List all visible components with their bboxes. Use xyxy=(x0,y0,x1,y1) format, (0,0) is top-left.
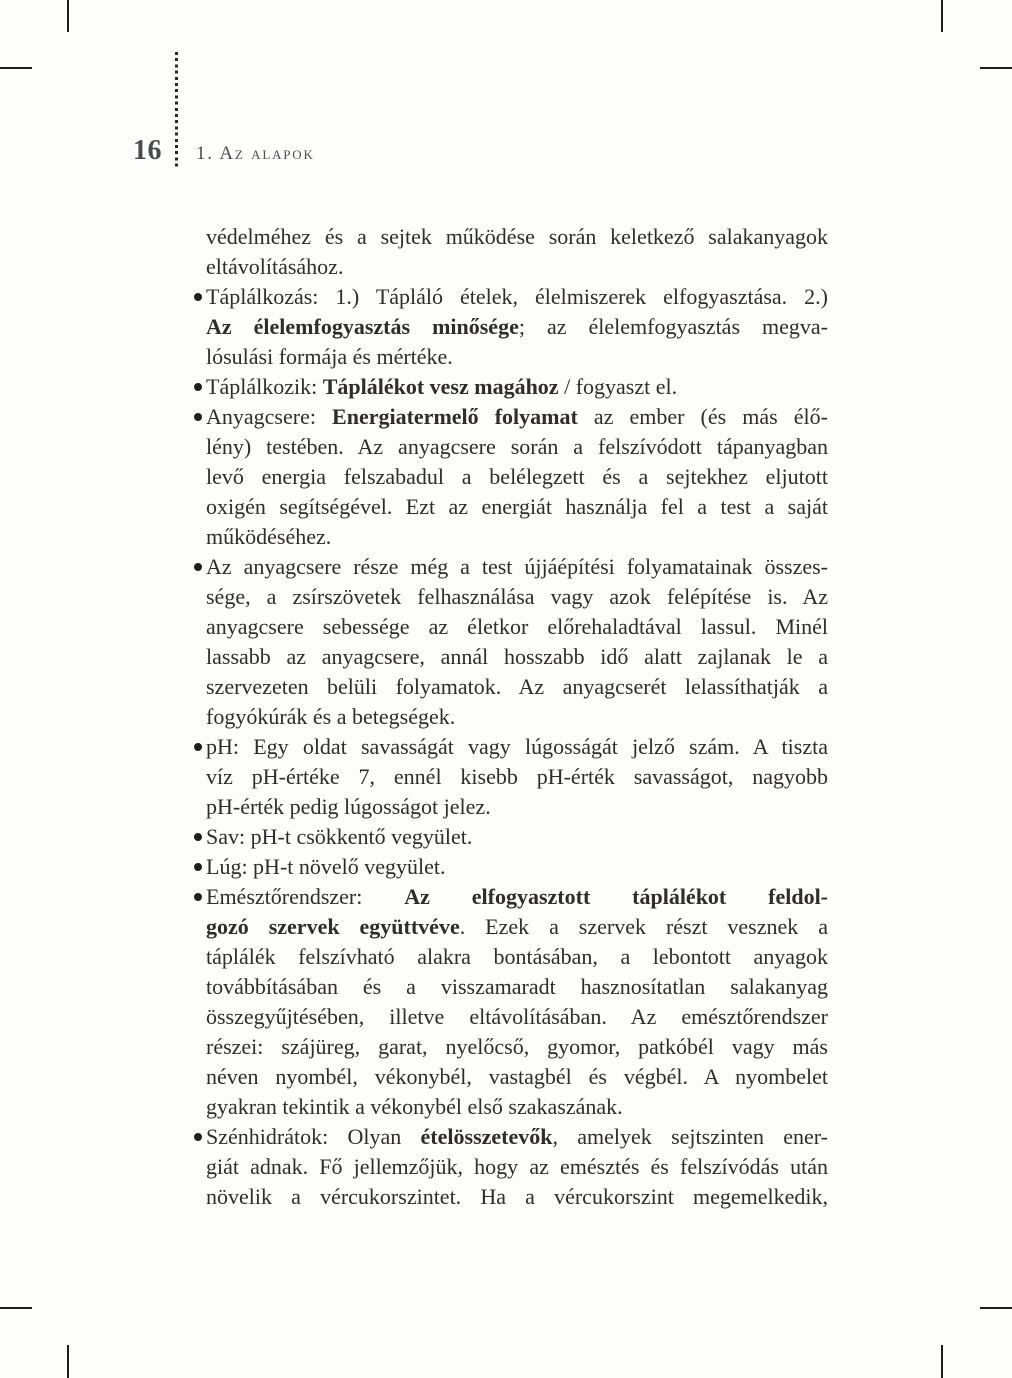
bullet-marker-icon xyxy=(194,893,202,901)
bold-text-segment: Az élelemfogyasztás minősége xyxy=(206,314,519,339)
bullet-marker-icon xyxy=(194,293,202,301)
text-line xyxy=(206,972,828,1002)
page-number: 16 xyxy=(133,135,162,166)
text-segment: lény) testében. Az anyagcsere során a felszívódott tápanyagban xyxy=(206,434,828,459)
crop-mark-top-right-vertical xyxy=(941,0,943,32)
bullet-marker-icon xyxy=(194,863,202,871)
text-line xyxy=(206,492,828,522)
text-line xyxy=(206,1182,828,1212)
text-segment: növelik a vércukorszintet. Ha a vércukorszint megemelkedik, xyxy=(206,1184,828,1209)
chapter-header: 1. Az alapok xyxy=(196,143,315,164)
text-line xyxy=(206,762,828,792)
text-segment: Emésztőrendszer: xyxy=(206,884,405,909)
text-line xyxy=(206,1002,828,1032)
crop-mark-top-left-horizontal xyxy=(0,67,32,69)
text-line xyxy=(206,552,828,582)
text-line xyxy=(206,642,828,672)
text-line xyxy=(206,462,828,492)
text-line xyxy=(206,792,828,822)
text-line xyxy=(206,252,828,282)
dotted-divider xyxy=(175,52,178,169)
text-segment: giát adnak. Fő jellemzőjük, hogy az emésztés és felszívódás után xyxy=(206,1154,828,1179)
text-line xyxy=(206,222,828,252)
text-segment: . Ezek a szervek részt vesznek a xyxy=(459,914,828,939)
text-segment: védelméhez és a sejtek működése során keletkező salakanyagok xyxy=(206,224,828,249)
text-segment: oxigén segítségével. Ezt az energiát használja fel a test a saját xyxy=(206,494,828,519)
text-line xyxy=(206,852,828,882)
text-line xyxy=(206,702,828,732)
text-line xyxy=(206,1062,828,1092)
bullet-marker-icon xyxy=(194,383,202,391)
text-segment: levő energia felszabadul a belélegzett és a sejtekhez eljutott xyxy=(206,464,828,489)
text-segment: működéséhez. xyxy=(206,524,332,549)
text-line xyxy=(206,282,828,312)
text-line xyxy=(206,882,828,912)
bold-text-segment: Az elfogyasztott táplálékot feldol- xyxy=(404,884,829,909)
text-line xyxy=(206,1032,828,1062)
text-segment: anyagcsere sebessége az életkor előrehaladtával lassul. Minél xyxy=(206,614,828,639)
text-segment: víz pH-értéke 7, ennél kisebb pH-érték savasságot, nagyobb xyxy=(206,764,828,789)
text-segment: szervezeten belüli folyamatok. Az anyagcserét lelassíthatják a xyxy=(206,674,828,699)
text-segment: Sav: pH-t csökkentő vegyület. xyxy=(206,824,473,849)
bullet-marker-icon xyxy=(194,743,202,751)
text-line xyxy=(206,522,828,552)
text-segment: Az anyagcsere része még a test újjáépítési folyamatainak összes- xyxy=(206,554,828,579)
text-segment: lósulási formája és mértéke. xyxy=(206,344,453,369)
text-segment: Szénhidrátok: Olyan xyxy=(206,1124,421,1149)
bold-text-segment: Táplálékot vesz magához xyxy=(322,374,559,399)
text-line xyxy=(206,582,828,612)
text-line xyxy=(206,732,828,762)
text-segment: fogyókúrák és a betegségek. xyxy=(206,704,456,729)
text-segment: pH: Egy oldat savasságát vagy lúgosságát jelző szám. A tiszta xyxy=(206,734,828,759)
text-line xyxy=(206,342,828,372)
body-text-block xyxy=(206,222,828,1212)
crop-mark-top-right-horizontal xyxy=(980,67,1012,69)
bold-text-segment: gozó szervek együttvéve xyxy=(206,914,460,939)
text-segment: sége, a zsírszövetek felhasználása vagy azok felépítése is. Az xyxy=(206,584,828,609)
bullet-marker-icon xyxy=(194,563,202,571)
text-segment: Lúg: pH-t növelő vegyület. xyxy=(206,854,446,879)
text-line xyxy=(206,312,828,342)
text-segment: továbbításában és a visszamaradt hasznosítatlan salakanyag xyxy=(206,974,828,999)
bold-text-segment: ételösszetevők xyxy=(420,1124,553,1149)
crop-mark-bottom-left-horizontal xyxy=(0,1307,32,1309)
text-line xyxy=(206,822,828,852)
text-line xyxy=(206,432,828,462)
text-segment: pH-érték pedig lúgosságot jelez. xyxy=(206,794,491,819)
crop-mark-bottom-right-horizontal xyxy=(980,1307,1012,1309)
text-line xyxy=(206,672,828,702)
bullet-marker-icon xyxy=(194,1133,202,1141)
text-line xyxy=(206,1152,828,1182)
text-line xyxy=(206,912,828,942)
text-line xyxy=(206,1122,828,1152)
text-segment: Anyagcsere: xyxy=(206,404,333,429)
text-line xyxy=(206,372,828,402)
text-segment: ; az élelemfogyasztás megva- xyxy=(518,314,828,339)
text-segment: összegyűjtésében, illetve eltávolításában. Az emésztőrendszer xyxy=(206,1004,828,1029)
text-segment: eltávolításához. xyxy=(206,254,344,279)
crop-mark-top-left-vertical xyxy=(67,0,69,32)
text-line xyxy=(206,402,828,432)
text-segment: Táplálkozik: xyxy=(206,374,323,399)
text-segment: az ember (és más élő- xyxy=(577,404,828,429)
bold-text-segment: Energiatermelő folyamat xyxy=(332,404,578,429)
text-line xyxy=(206,612,828,642)
text-line xyxy=(206,942,828,972)
text-line xyxy=(206,1092,828,1122)
text-segment: részei: szájüreg, garat, nyelőcső, gyomor, patkóbél vagy más xyxy=(206,1034,828,1059)
text-segment: , amelyek sejtszinten ener- xyxy=(552,1124,828,1149)
bullet-marker-icon xyxy=(194,833,202,841)
text-segment: gyakran tekintik a vékonybél első szakaszának. xyxy=(206,1094,623,1119)
text-segment: Táplálkozás: 1.) Tápláló ételek, élelmiszerek elfogyasztása. 2.) xyxy=(206,284,828,309)
text-segment: táplálék felszívható alakra bontásában, a lebontott anyagok xyxy=(206,944,828,969)
text-segment: néven nyombél, vékonybél, vastagbél és végbél. A nyombelet xyxy=(206,1064,828,1089)
text-segment: lassabb az anyagcsere, annál hosszabb idő alatt zajlanak le a xyxy=(206,644,828,669)
crop-mark-bottom-right-vertical xyxy=(941,1345,943,1378)
text-segment: / fogyaszt el. xyxy=(558,374,678,399)
bullet-marker-icon xyxy=(194,413,202,421)
crop-mark-bottom-left-vertical xyxy=(67,1345,69,1378)
